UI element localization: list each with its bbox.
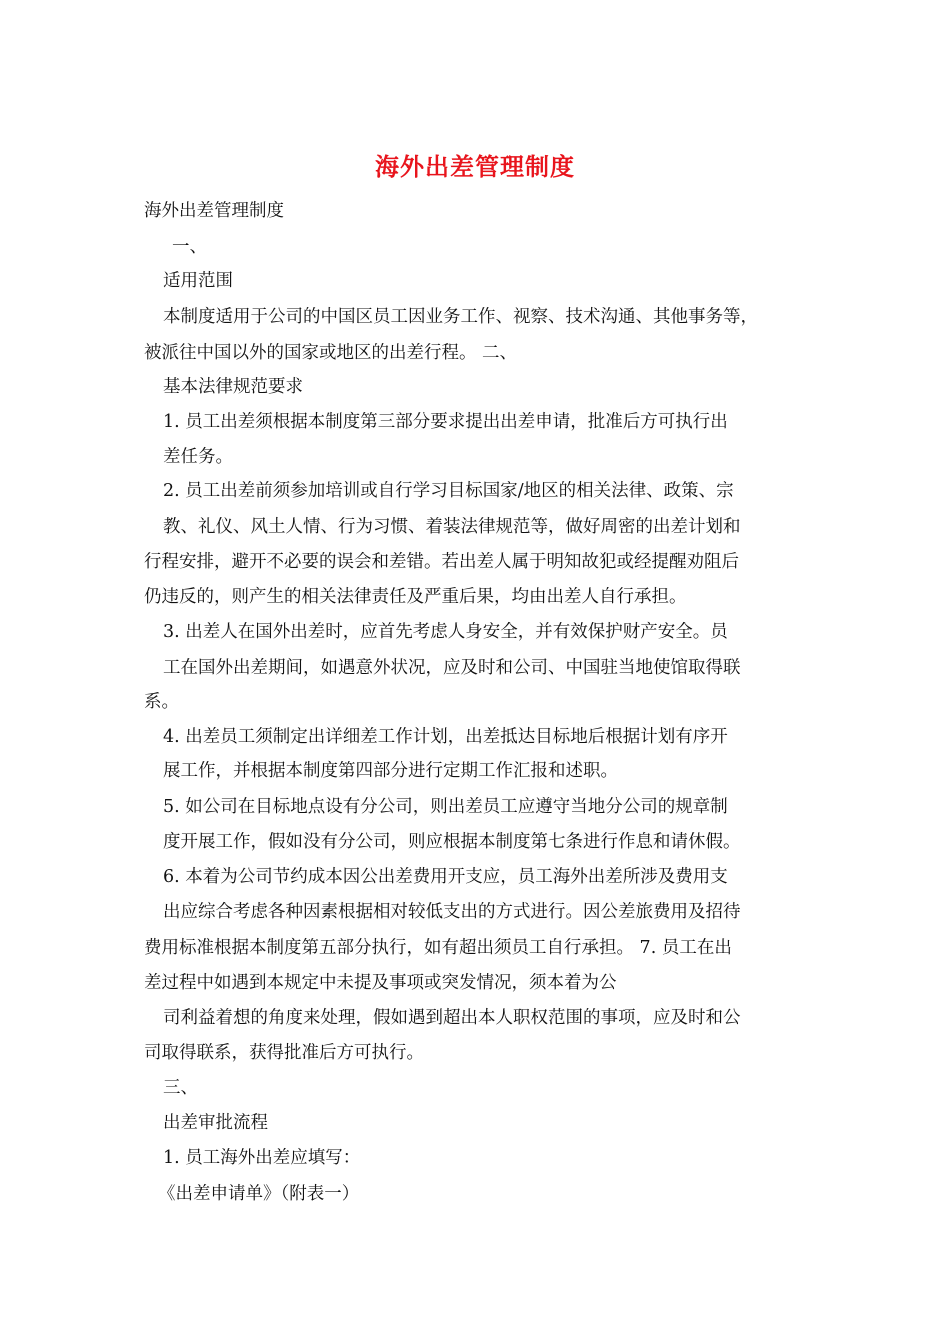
doc-line: 被派往中国以外的国家或地区的出差行程。 二、	[144, 343, 518, 363]
doc-line: 3. 出差人在国外出差时，应首先考虑人身安全，并有效保护财产安全。员	[163, 622, 728, 642]
doc-line-heading: 海外出差管理制度	[144, 201, 284, 221]
document-title: 海外出差管理制度	[375, 152, 575, 181]
doc-line: 仍违反的，则产生的相关法律责任及严重后果，均由出差人自行承担。	[144, 587, 687, 607]
doc-line: 展工作，并根据本制度第四部分进行定期工作汇报和述职。	[163, 761, 618, 781]
doc-line: 司利益着想的角度来处理，假如遇到超出本人职权范围的事项，应及时和公	[163, 1008, 741, 1028]
section-title-1: 适用范围	[163, 271, 233, 291]
doc-line: 系。	[144, 692, 179, 712]
doc-line: 2. 员工出差前须参加培训或自行学习目标国家/地区的相关法律、政策、宗	[163, 481, 734, 501]
doc-line: 1. 员工海外出差应填写：	[163, 1148, 361, 1168]
doc-line: 差过程中如遇到本规定中未提及事项或突发情况，须本着为公	[144, 973, 617, 993]
section-title-2: 基本法律规范要求	[163, 377, 303, 397]
section-number-3: 三、	[163, 1078, 198, 1098]
doc-line: 费用标准根据本制度第五部分执行，如有超出须员工自行承担。 7. 员工在出	[144, 938, 732, 958]
doc-line: 本制度适用于公司的中国区员工因业务工作、视察、技术沟通、其他事务等，	[163, 307, 758, 327]
doc-line: 司取得联系，获得批准后方可执行。	[144, 1043, 424, 1063]
doc-line: 5. 如公司在目标地点设有分公司，则出差员工应遵守当地分公司的规章制	[163, 797, 728, 817]
doc-line: 工在国外出差期间，如遇意外状况，应及时和公司、中国驻当地使馆取得联	[163, 658, 741, 678]
doc-line: 《出差申请单》（附表一）	[158, 1184, 360, 1204]
doc-line: 教、礼仪、风土人情、行为习惯、着装法律规范等，做好周密的出差计划和	[163, 517, 741, 537]
doc-line: 出应综合考虑各种因素根据相对较低支出的方式进行。因公差旅费用及招待	[163, 902, 741, 922]
section-number-1: 一、	[172, 237, 207, 257]
doc-line: 4. 出差员工须制定出详细差工作计划，出差抵达目标地后根据计划有序开	[163, 727, 728, 747]
section-title-3: 出差审批流程	[163, 1113, 268, 1133]
doc-line: 6. 本着为公司节约成本因公出差费用开支应，员工海外出差所涉及费用支	[163, 867, 728, 887]
doc-line: 1. 员工出差须根据本制度第三部分要求提出出差申请，批准后方可执行出	[163, 412, 728, 432]
doc-line: 差任务。	[163, 447, 233, 467]
doc-line: 行程安排，避开不必要的误会和差错。若出差人属于明知故犯或经提醒劝阻后	[144, 552, 739, 572]
doc-line: 度开展工作，假如没有分公司，则应根据本制度第七条进行作息和请休假。	[163, 832, 741, 852]
